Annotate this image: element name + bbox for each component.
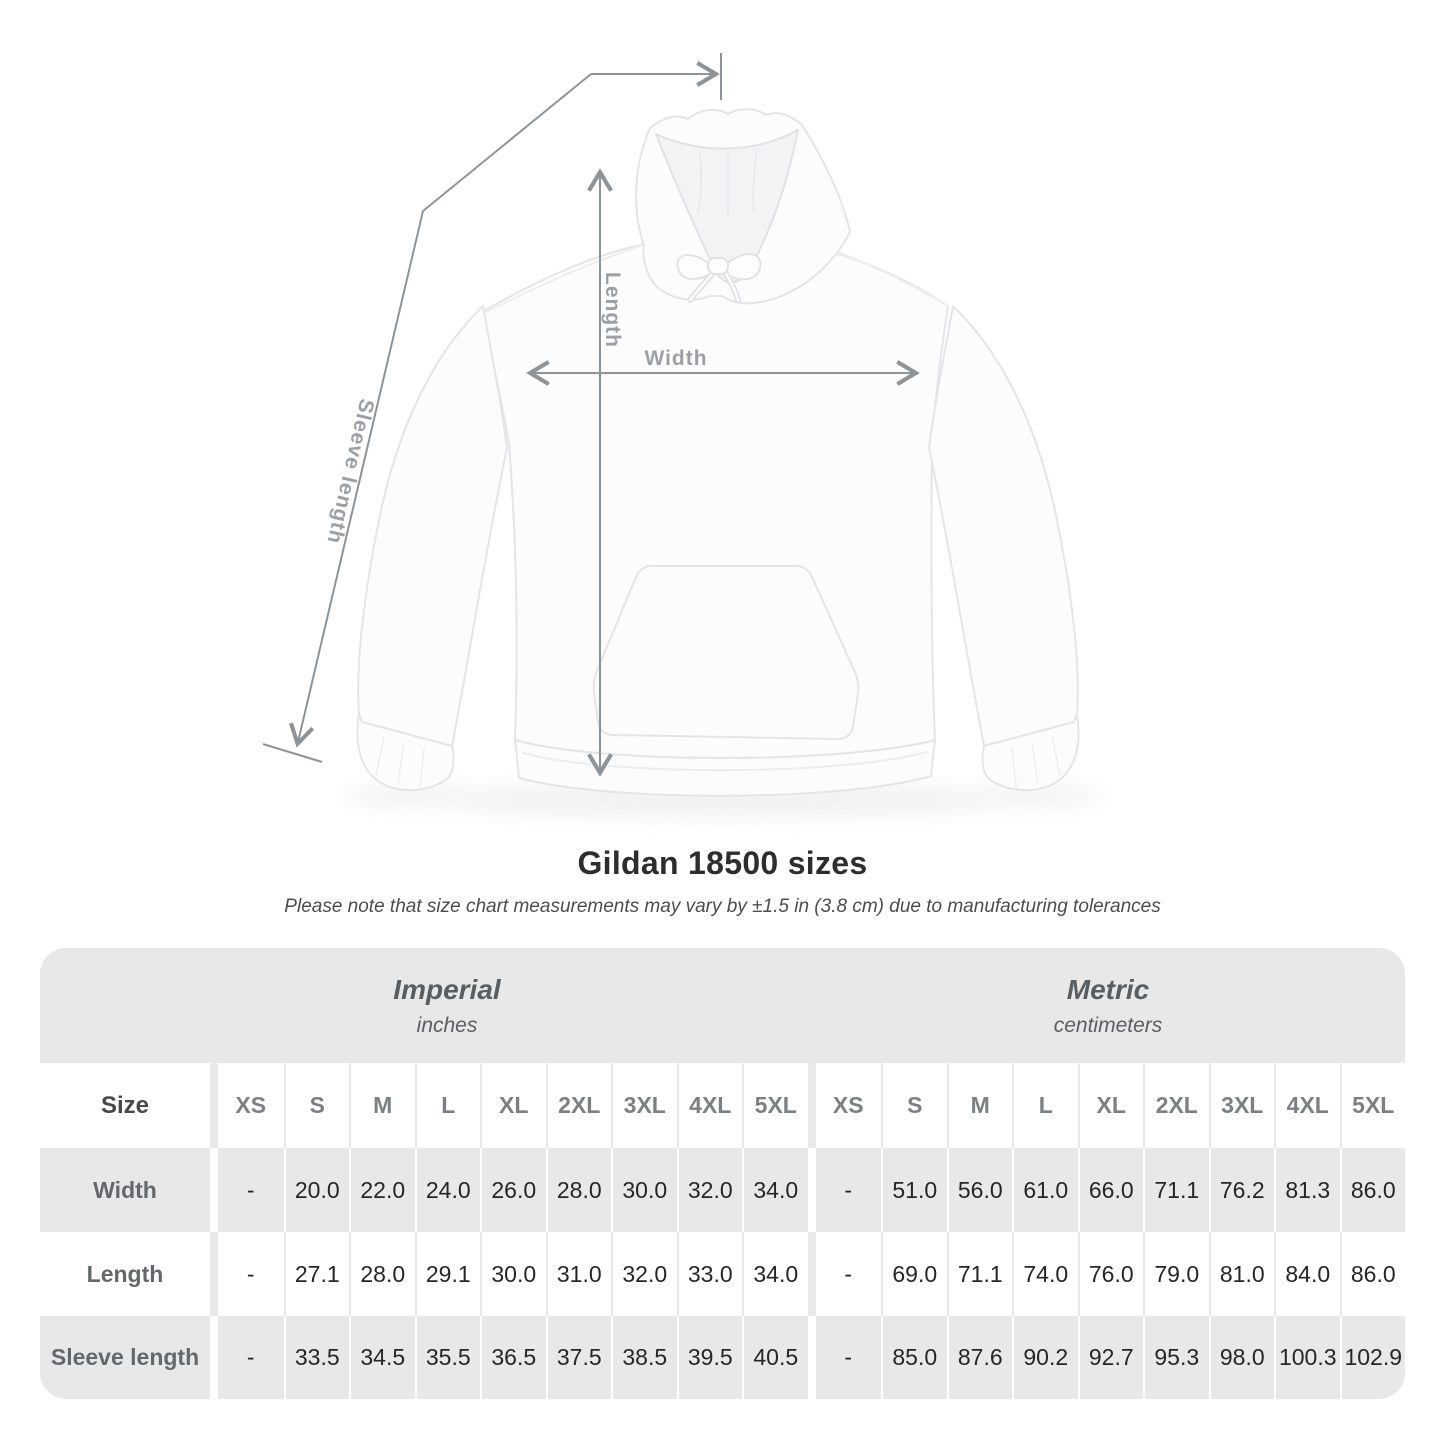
value-cell: 71.1 — [947, 1232, 1013, 1316]
column-gap — [808, 1063, 816, 1148]
metric-unit-label: centimeters — [1053, 1013, 1163, 1037]
size-column-header: 5XL — [742, 1063, 808, 1148]
size-column-header: XL — [480, 1063, 546, 1148]
size-column-header: 3XL — [1209, 1063, 1275, 1148]
size-column-header: 3XL — [611, 1063, 677, 1148]
column-gap — [210, 1063, 218, 1148]
size-column-header: 2XL — [546, 1063, 612, 1148]
value-cell: - — [816, 1232, 882, 1316]
value-cell: 24.0 — [415, 1148, 481, 1232]
value-cell: 26.0 — [480, 1148, 546, 1232]
value-cell: 81.3 — [1274, 1148, 1340, 1232]
length-label: Length — [601, 272, 624, 348]
size-table — [40, 948, 1405, 1399]
value-cell: 33.0 — [677, 1232, 743, 1316]
column-gap — [808, 1148, 816, 1232]
value-cell: 102.9 — [1340, 1316, 1406, 1399]
value-cell: 34.0 — [742, 1148, 808, 1232]
page-title: Gildan 18500 sizes — [577, 845, 868, 881]
imperial-label: Imperial — [393, 973, 501, 1005]
size-column-header: 5XL — [1340, 1063, 1406, 1148]
value-cell: 40.5 — [742, 1316, 808, 1399]
size-column-header: S — [284, 1063, 350, 1148]
value-cell: 35.5 — [415, 1316, 481, 1399]
measurement-row-label: Length — [40, 1232, 210, 1316]
metric-unit-header — [1054, 974, 1163, 1038]
value-cell: 56.0 — [947, 1148, 1013, 1232]
table-row — [40, 1148, 1405, 1232]
value-cell: 28.0 — [546, 1148, 612, 1232]
size-table-rows — [40, 1063, 1405, 1399]
value-cell: 81.0 — [1209, 1232, 1275, 1316]
value-cell: - — [816, 1316, 882, 1399]
value-cell: 20.0 — [284, 1148, 350, 1232]
value-cell: 38.5 — [611, 1316, 677, 1399]
table-row — [40, 1316, 1405, 1399]
column-gap — [808, 1316, 816, 1399]
value-cell: 27.1 — [284, 1232, 350, 1316]
value-cell: 86.0 — [1340, 1148, 1406, 1232]
value-cell: 33.5 — [284, 1316, 350, 1399]
width-label: Width — [644, 347, 708, 370]
column-gap — [808, 1232, 816, 1316]
size-column-header: M — [349, 1063, 415, 1148]
value-cell: 85.0 — [881, 1316, 947, 1399]
hoodie-right-sleeve — [929, 306, 1078, 746]
value-cell: 31.0 — [546, 1232, 612, 1316]
size-column-header: M — [947, 1063, 1013, 1148]
value-cell: 84.0 — [1274, 1232, 1340, 1316]
size-column-header: 4XL — [1274, 1063, 1340, 1148]
size-column-header: 4XL — [677, 1063, 743, 1148]
hoodie-left-sleeve — [358, 306, 507, 746]
value-cell: 29.1 — [415, 1232, 481, 1316]
value-cell: 76.2 — [1209, 1148, 1275, 1232]
value-cell: 36.5 — [480, 1316, 546, 1399]
size-column-header: XS — [816, 1063, 882, 1148]
value-cell: 79.0 — [1143, 1232, 1209, 1316]
size-column-header: L — [1012, 1063, 1078, 1148]
value-cell: 32.0 — [677, 1148, 743, 1232]
value-cell: 69.0 — [881, 1232, 947, 1316]
value-cell: 74.0 — [1012, 1232, 1078, 1316]
measurement-row-label: Sleeve length — [40, 1316, 210, 1399]
size-column-header: XS — [218, 1063, 284, 1148]
hoodie-illustration — [357, 109, 1078, 796]
value-cell: 90.2 — [1012, 1316, 1078, 1399]
value-cell: 61.0 — [1012, 1148, 1078, 1232]
value-cell: 71.1 — [1143, 1148, 1209, 1232]
value-cell: 87.6 — [947, 1316, 1013, 1399]
value-cell: 28.0 — [349, 1232, 415, 1316]
column-gap — [210, 1232, 218, 1316]
measurement-row-label: Width — [40, 1148, 210, 1232]
size-column-header: 2XL — [1143, 1063, 1209, 1148]
table-row — [40, 1232, 1405, 1316]
value-cell: - — [816, 1148, 882, 1232]
size-column-header: L — [415, 1063, 481, 1148]
value-cell: 30.0 — [480, 1232, 546, 1316]
column-gap — [210, 1148, 218, 1232]
value-cell: 76.0 — [1078, 1232, 1144, 1316]
value-cell: 92.7 — [1078, 1316, 1144, 1399]
value-cell: - — [218, 1232, 284, 1316]
value-cell: 95.3 — [1143, 1316, 1209, 1399]
value-cell: 51.0 — [881, 1148, 947, 1232]
value-cell: 22.0 — [349, 1148, 415, 1232]
value-cell: 37.5 — [546, 1316, 612, 1399]
size-column-header: S — [881, 1063, 947, 1148]
value-cell: - — [218, 1148, 284, 1232]
value-cell: 39.5 — [677, 1316, 743, 1399]
value-cell: 86.0 — [1340, 1232, 1406, 1316]
tolerance-note: Please note that size chart measurements may vary by ±1.5 in (3.8 cm) due to manufacturing tolerances — [284, 896, 1161, 917]
value-cell: 30.0 — [611, 1148, 677, 1232]
imperial-unit-header — [393, 974, 500, 1038]
imperial-unit-label: inches — [416, 1013, 478, 1037]
value-cell: 32.0 — [611, 1232, 677, 1316]
sleeve-end-tick — [263, 744, 322, 762]
value-cell: - — [218, 1316, 284, 1399]
metric-label: Metric — [1066, 973, 1150, 1005]
value-cell: 34.5 — [349, 1316, 415, 1399]
size-column-label: Size — [40, 1063, 210, 1148]
sleeve-length-label: Sleeve length — [322, 396, 379, 547]
value-cell: 34.0 — [742, 1232, 808, 1316]
column-gap — [210, 1316, 218, 1399]
size-column-header: XL — [1078, 1063, 1144, 1148]
value-cell: 66.0 — [1078, 1148, 1144, 1232]
hoodie-pocket — [594, 566, 859, 739]
value-cell: 100.3 — [1274, 1316, 1340, 1399]
value-cell: 98.0 — [1209, 1316, 1275, 1399]
unit-header-band — [40, 948, 1405, 1063]
table-row — [40, 1063, 1405, 1148]
